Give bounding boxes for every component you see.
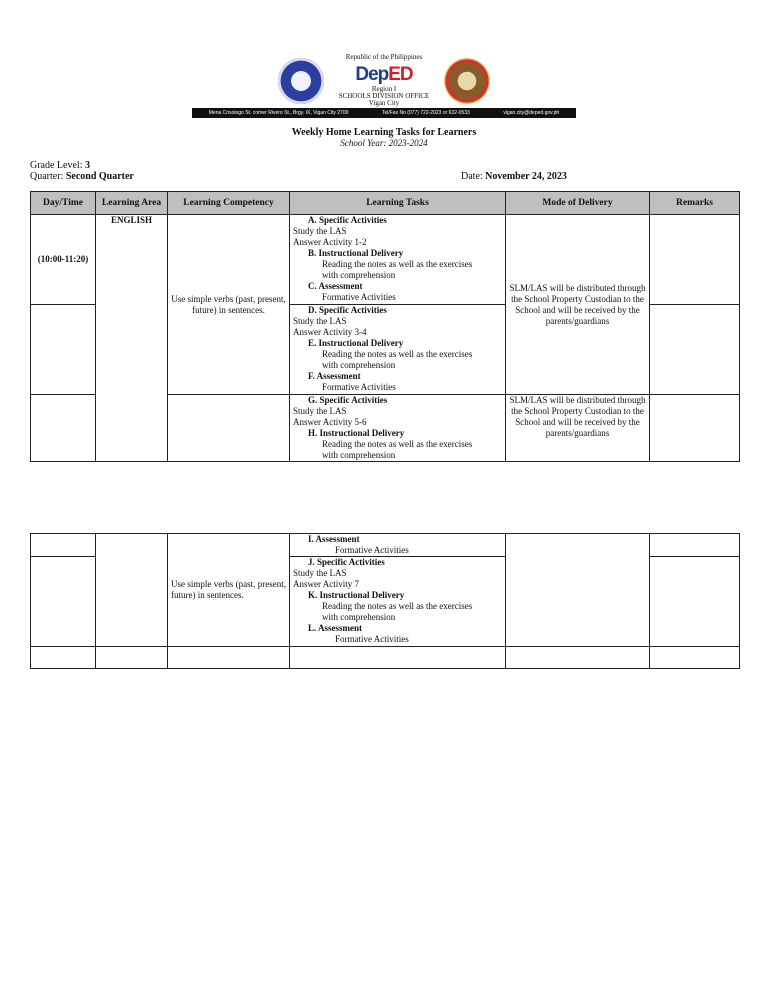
header-remarks: Remarks: [650, 192, 740, 215]
time-cell: [31, 534, 96, 557]
learning-tasks-table-continued: [30, 533, 740, 669]
remarks-cell: [650, 557, 740, 647]
competency-cell: Use simple verbs (past, present, future) in sentences.: [168, 215, 290, 395]
time-cell: [31, 305, 96, 395]
tasks-cell-5: J. Specific Activities Study the LAS Answer Activity 7 K. Instructional Delivery Reading the notes as well as the exercises with comprehension L. Assessment Formative Activities: [290, 557, 506, 647]
contact-bar: [192, 108, 576, 118]
remarks-cell: [650, 395, 740, 462]
grade-level: Grade Level: 3: [30, 160, 90, 171]
header-learning-area: Learning Area: [96, 192, 168, 215]
city-text: Vigan City: [368, 99, 400, 107]
region-text: Region I: [371, 85, 397, 93]
email-text: vigan.city@deped.gov.ph: [503, 110, 560, 116]
document-title: Weekly Home Learning Tasks for Learners: [291, 127, 477, 138]
quarter: Quarter: Second Quarter: [30, 171, 134, 182]
date: Date: November 24, 2023: [461, 171, 567, 182]
remarks-cell: [650, 215, 740, 305]
table-row: [31, 534, 740, 557]
tasks-cell-1: A. Specific Activities Study the LAS Answer Activity 1-2 B. Instructional Delivery Reading the notes as well as the exercises with comprehension C. Assessment Formative Activities: [290, 215, 506, 305]
remarks-cell: [650, 534, 740, 557]
deped-logo-dep: Dep: [355, 64, 389, 85]
learning-area-cell: [96, 534, 168, 647]
competency-cell: [168, 395, 290, 462]
republic-text: Republic of the Philippines: [345, 53, 423, 61]
header-learning-tasks: Learning Tasks: [290, 192, 506, 215]
deped-seal-logo: [278, 58, 324, 104]
tasks-cell-3: G. Specific Activities Study the LAS Answer Activity 5-6 H. Instructional Delivery Reading the notes as well as the exercises with comprehension: [290, 395, 506, 462]
competency-cell: Use simple verbs (past, present, future) in sentences.: [168, 534, 290, 647]
delivery-cell: SLM/LAS will be distributed through the School Property Custodian to the School and will be received by the parents/guardians: [506, 215, 650, 395]
time-cell: [31, 557, 96, 647]
table-row: [31, 215, 740, 305]
tasks-cell-4: I. Assessment Formative Activities: [290, 534, 506, 557]
time-cell: [31, 395, 96, 462]
learning-area-cell: ENGLISH: [96, 215, 168, 462]
tasks-cell-2: D. Specific Activities Study the LAS Answer Activity 3-4 E. Instructional Delivery Reading the notes as well as the exercises with comprehension F. Assessment Formative Activities: [290, 305, 506, 395]
learning-tasks-table: [30, 191, 740, 462]
telfax-text: Tel/Fax No (077) 722-2023 or 632-0533: [381, 110, 470, 116]
table-header-row: [31, 192, 740, 215]
table-row: [31, 647, 740, 669]
delivery-cell: [506, 534, 650, 647]
deped-logo: [352, 64, 416, 86]
header-mode-of-delivery: Mode of Delivery: [506, 192, 650, 215]
remarks-cell: [650, 305, 740, 395]
address-text: Mena Crisologo St. corner Rivero St., Brgy. IX, Vigan City 2700: [208, 110, 349, 116]
header-learning-competency: Learning Competency: [168, 192, 290, 215]
time-cell: (10:00-11:20): [31, 215, 96, 305]
header-day-time: Day/Time: [31, 192, 96, 215]
vigan-city-seal-logo: [444, 58, 490, 104]
deped-logo-ed: ED: [388, 64, 413, 85]
school-year: School Year: 2023-2024: [340, 138, 428, 148]
delivery-cell: SLM/LAS will be distributed through the School Property Custodian to the School and will be received by the parents/guardians: [506, 395, 650, 462]
office-text: SCHOOLS DIVISION OFFICE: [338, 92, 430, 100]
